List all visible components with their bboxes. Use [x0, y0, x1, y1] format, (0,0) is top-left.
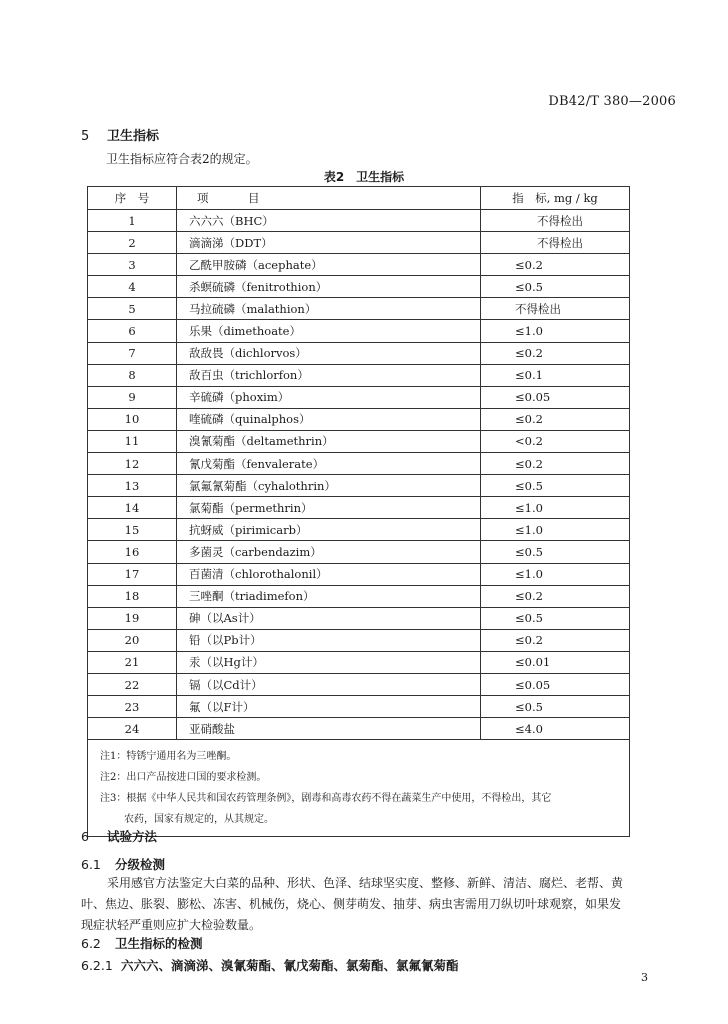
- row-item: 汞（以Hg计）: [177, 651, 481, 673]
- row-serial-number: 16: [88, 541, 177, 563]
- row-limit: ≤0.01: [481, 651, 630, 673]
- row-item: 亚硝酸盐: [177, 718, 481, 740]
- row-serial-number: 19: [88, 607, 177, 629]
- row-limit: ≤0.5: [481, 696, 630, 718]
- row-item: 氰戊菊酯（fenvalerate）: [177, 453, 481, 475]
- row-serial-number: 7: [88, 342, 177, 364]
- row-limit: ≤0.05: [481, 673, 630, 695]
- row-limit: 不得检出: [481, 232, 630, 254]
- hygiene-indicators-table: [87, 186, 630, 837]
- row-serial-number: 12: [88, 453, 177, 475]
- row-limit: ≤0.5: [481, 276, 630, 298]
- table-row: [88, 718, 630, 740]
- table-row: [88, 585, 630, 607]
- table-row: [88, 408, 630, 430]
- row-item: 溴氰菊酯（deltamethrin）: [177, 430, 481, 452]
- row-item: 抗蚜威（pirimicarb）: [177, 519, 481, 541]
- section-6-number: 6: [81, 829, 89, 844]
- row-serial-number: 22: [88, 673, 177, 695]
- row-limit: ≤0.5: [481, 607, 630, 629]
- table-row: [88, 519, 630, 541]
- table-row: [88, 475, 630, 497]
- table-row: [88, 320, 630, 342]
- row-limit: ≤0.5: [481, 541, 630, 563]
- row-serial-number: 17: [88, 563, 177, 585]
- row-serial-number: 14: [88, 497, 177, 519]
- table-notes: [88, 740, 630, 837]
- row-serial-number: 24: [88, 718, 177, 740]
- row-limit: ≤0.5: [481, 475, 630, 497]
- section-6-2-number: 6.2: [81, 936, 101, 951]
- row-serial-number: 8: [88, 364, 177, 386]
- row-serial-number: 10: [88, 408, 177, 430]
- row-item: 氯菊酯（permethrin）: [177, 497, 481, 519]
- row-limit: ≤0.2: [481, 254, 630, 276]
- section-6-heading: [81, 827, 157, 845]
- row-limit: ≤1.0: [481, 497, 630, 519]
- row-serial-number: 4: [88, 276, 177, 298]
- row-serial-number: 13: [88, 475, 177, 497]
- document-code: DB42/T 380—2006: [548, 94, 676, 109]
- row-item: 杀螟硫磷（fenitrothion）: [177, 276, 481, 298]
- row-serial-number: 1: [88, 210, 177, 232]
- table-row: [88, 232, 630, 254]
- row-limit: <0.2: [481, 430, 630, 452]
- row-limit: ≤0.2: [481, 629, 630, 651]
- row-item: 三唑酮（triadimefon）: [177, 585, 481, 607]
- row-serial-number: 21: [88, 651, 177, 673]
- row-item: 镉（以Cd计）: [177, 673, 481, 695]
- row-limit: ≤1.0: [481, 519, 630, 541]
- table-row: [88, 696, 630, 718]
- table-notes-row: [88, 740, 630, 837]
- row-item: 辛硫磷（phoxim）: [177, 386, 481, 408]
- row-limit: ≤0.1: [481, 364, 630, 386]
- row-item: 马拉硫磷（malathion）: [177, 298, 481, 320]
- row-item: 喹硫磷（quinalphos）: [177, 408, 481, 430]
- row-limit: ≤0.05: [481, 386, 630, 408]
- table-note: 注1：特锈宁通用名为三唑酮。: [100, 751, 237, 763]
- table-row: [88, 453, 630, 475]
- section-6-1-title: 分级检测: [115, 857, 166, 872]
- section-5-intro: 卫生指标应符合表2的规定。: [106, 152, 258, 166]
- table-row: [88, 386, 630, 408]
- row-limit: 不得检出: [481, 298, 630, 320]
- row-serial-number: 3: [88, 254, 177, 276]
- table-note: 农药，国家有规定的，从其规定。: [124, 814, 274, 826]
- row-item: 多菌灵（carbendazim）: [177, 541, 481, 563]
- table-row: [88, 629, 630, 651]
- table-row: [88, 276, 630, 298]
- row-item: 滴滴涕（DDT）: [177, 232, 481, 254]
- table-row: [88, 298, 630, 320]
- row-item: 砷（以As计）: [177, 607, 481, 629]
- table-body: [88, 210, 630, 837]
- row-item: 敌百虫（trichlorfon）: [177, 364, 481, 386]
- table-row: [88, 342, 630, 364]
- section-5-heading: [81, 125, 159, 144]
- row-limit: ≤0.2: [481, 585, 630, 607]
- row-item: 百菌清（chlorothalonil）: [177, 563, 481, 585]
- section-6-1-heading: [81, 855, 165, 873]
- row-serial-number: 2: [88, 232, 177, 254]
- section-6-2-title: 卫生指标的检测: [115, 936, 203, 951]
- row-serial-number: 9: [88, 386, 177, 408]
- table-note: 注2：出口产品按进口国的要求检测。: [100, 772, 267, 784]
- row-item: 氟（以F计）: [177, 696, 481, 718]
- row-serial-number: 20: [88, 629, 177, 651]
- section-6-2-1-title: 六六六、滴滴涕、溴氰菊酯、氰戊菊酯、氯菊酯、氯氟氰菊酯: [121, 958, 459, 973]
- row-limit: ≤1.0: [481, 320, 630, 342]
- table-row: [88, 364, 630, 386]
- row-limit: ≤1.0: [481, 563, 630, 585]
- row-item: 敌敌畏（dichlorvos）: [177, 342, 481, 364]
- page-number: 3: [641, 971, 648, 984]
- table-row: [88, 430, 630, 452]
- table-row: [88, 497, 630, 519]
- row-limit: ≤4.0: [481, 718, 630, 740]
- section-6-1-number: 6.1: [81, 857, 101, 872]
- row-serial-number: 11: [88, 430, 177, 452]
- row-limit: ≤0.2: [481, 408, 630, 430]
- paragraph-line-1: 采用感官方法鉴定大白菜的品种、形状、色泽、结球坚实度、整修、新鲜、清洁、腐烂、老帮、黄: [107, 876, 624, 890]
- header-serial-number: 序 号: [88, 187, 177, 210]
- table-note: 注3：根据《中华人民共和国农药管理条例》，剧毒和高毒农药不得在蔬菜生产中使用，不得检出，其它: [100, 793, 552, 805]
- table-row: [88, 541, 630, 563]
- section-5-number: 5: [81, 129, 90, 144]
- section-6-title: 试验方法: [107, 829, 158, 844]
- table-row: [88, 651, 630, 673]
- section-6-1-paragraph: [81, 873, 651, 936]
- row-serial-number: 18: [88, 585, 177, 607]
- row-limit: ≤0.2: [481, 342, 630, 364]
- row-item: 乐果（dimethoate）: [177, 320, 481, 342]
- paragraph-line-3: 现症状轻严重则应扩大检验数量。: [81, 918, 262, 932]
- row-limit: 不得检出: [481, 210, 630, 232]
- section-5-title: 卫生指标: [107, 129, 160, 144]
- section-6-2-1-number: 6.2.1: [81, 958, 113, 973]
- row-serial-number: 15: [88, 519, 177, 541]
- table-header-row: [88, 187, 630, 210]
- row-serial-number: 5: [88, 298, 177, 320]
- table-row: [88, 254, 630, 276]
- table-row: [88, 673, 630, 695]
- table-2-title: 表2 卫生指标: [323, 170, 405, 184]
- row-serial-number: 23: [88, 696, 177, 718]
- paragraph-line-2: 叶、焦边、胀裂、膨松、冻害、机械伤，烧心、侧芽萌发、抽芽、病虫害需用刀纵切叶球观察，如果发: [81, 897, 622, 911]
- table-row: [88, 563, 630, 585]
- table-row: [88, 210, 630, 232]
- table-row: [88, 607, 630, 629]
- row-item: 铅（以Pb计）: [177, 629, 481, 651]
- row-item: 六六六（BHC）: [177, 210, 481, 232]
- row-limit: ≤0.2: [481, 453, 630, 475]
- section-6-2-1-heading: [81, 956, 459, 974]
- section-6-2-heading: [81, 934, 203, 952]
- row-serial-number: 6: [88, 320, 177, 342]
- header-item: 项 目: [177, 187, 481, 210]
- row-item: 乙酰甲胺磷（acephate）: [177, 254, 481, 276]
- header-limit: 指 标, mg / kg: [481, 187, 630, 210]
- row-item: 氯氟氰菊酯（cyhalothrin）: [177, 475, 481, 497]
